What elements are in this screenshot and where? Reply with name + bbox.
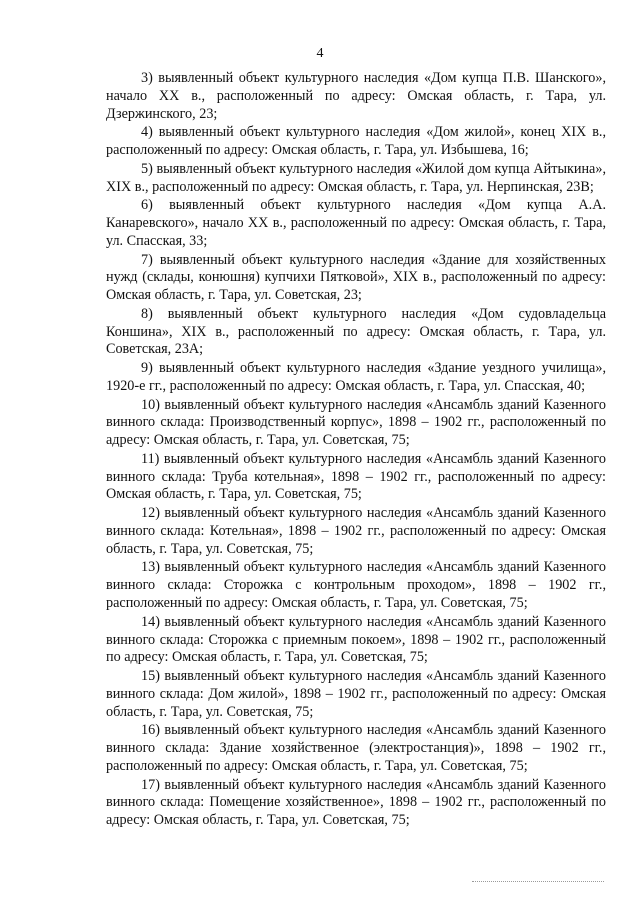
footer-divider <box>472 881 604 882</box>
list-item: 13) выявленный объект культурного наследия «Ансамбль зданий Казенного винного склада: Сторожка с контрольным проходом», 1898 – 1902 гг., расположенный по адресу: Омская область, г. Тара, ул. Советская, 75; <box>106 559 606 612</box>
document-body <box>106 70 606 831</box>
page-number: 4 <box>316 46 324 61</box>
list-item: 16) выявленный объект культурного наследия «Ансамбль зданий Казенного винного склада: Здание хозяйственное (электростанция)», 1898 – 1902 гг., расположенный по адресу: Омская область, г. Тара, ул. Советская, 75; <box>106 722 606 774</box>
list-item: 12) выявленный объект культурного наследия «Ансамбль зданий Казенного винного склада: Котельная», 1898 – 1902 гг., расположенный по адресу: Омская область, г. Тара, ул. Советская, 75; <box>106 505 606 557</box>
list-item: 4) выявленный объект культурного наследия «Дом жилой», конец XIX в., расположенный по адресу: Омская область, г. Тара, ул. Избышева, 16; <box>106 124 606 159</box>
list-item: 8) выявленный объект культурного наследия «Дом судовладельца Коншина», XIX в., расположенный по адресу: Омская область, г. Тара, ул. Советская, 23А; <box>106 305 606 358</box>
list-item: 11) выявленный объект культурного наследия «Ансамбль зданий Казенного винного склада: Труба котельная», 1898 – 1902 гг., расположенный по адресу: Омская область, г. Тара, ул. Советская, 75; <box>106 450 606 503</box>
list-item: 7) выявленный объект культурного наследия «Здание для хозяйственных нужд (склады, конюшня) купчихи Пятковой», XIX в., расположенный по адресу: Омская область, г. Тара, ул. Советская, 23; <box>106 251 606 304</box>
list-item: 10) выявленный объект культурного наследия «Ансамбль зданий Казенного винного склада: Производственный корпус», 1898 – 1902 гг., расположенный по адресу: Омская область, г. Тара, ул. Советская, 75; <box>106 396 606 449</box>
list-item: 6) выявленный объект культурного наследия «Дом купца А.А. Канаревского», начало XX в., расположенный по адресу: Омская область, г. Тара, ул. Спасская, 33; <box>106 197 606 249</box>
list-item: 17) выявленный объект культурного наследия «Ансамбль зданий Казенного винного склада: Помещение хозяйственное», 1898 – 1902 гг., расположенный по адресу: Омская область, г. Тара, ул. Советская, 75; <box>106 776 606 829</box>
list-item: 3) выявленный объект культурного наследия «Дом купца П.В. Шанского», начало XX в., расположенный по адресу: Омская область, г. Тара, ул. Дзержинского, 23; <box>106 70 606 122</box>
list-item: 5) выявленный объект культурного наследия «Жилой дом купца Айтыкина», XIX в., расположенный по адресу: Омская область, г. Тара, ул. Нерпинская, 23В; <box>106 160 606 195</box>
list-item: 14) выявленный объект культурного наследия «Ансамбль зданий Казенного винного склада: Сторожка с приемным покоем», 1898 – 1902 гг., расположенный по адресу: Омская область, г. Тара, ул. Советская, 75; <box>106 613 606 666</box>
list-item: 9) выявленный объект культурного наследия «Здание уездного училища», 1920-е гг., расположенный по адресу: Омская область, г. Тара, ул. Спасская, 40; <box>106 360 606 394</box>
list-item: 15) выявленный объект культурного наследия «Ансамбль зданий Казенного винного склада: Дом жилой», 1898 – 1902 гг., расположенный по адресу: Омская область, г. Тара, ул. Советская, 75; <box>106 667 606 720</box>
